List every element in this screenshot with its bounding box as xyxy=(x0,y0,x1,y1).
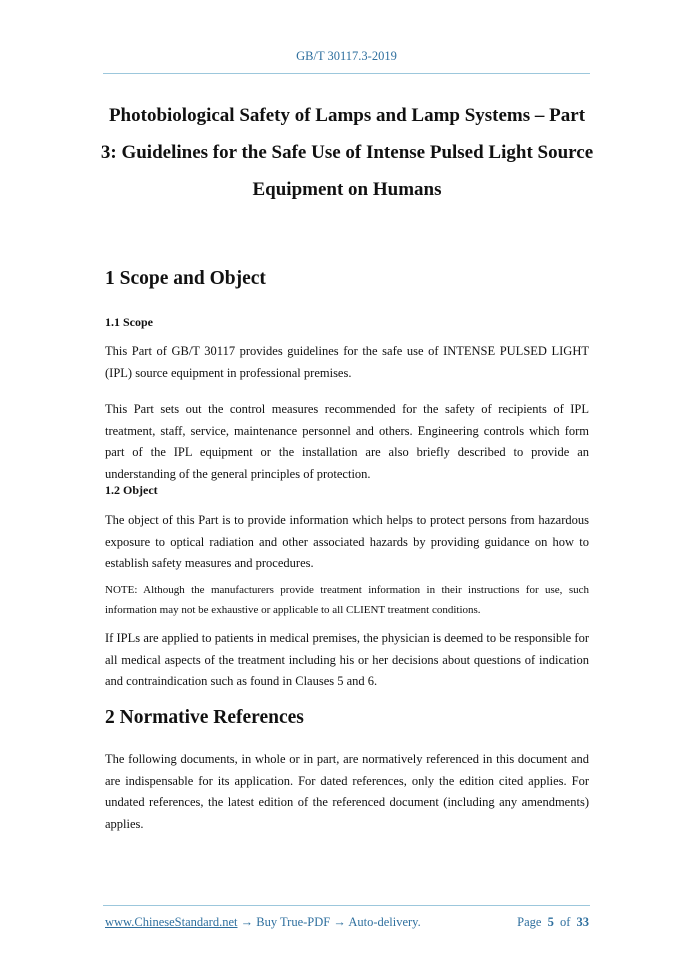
of-label: of xyxy=(559,915,571,929)
section-heading-1: 1 Scope and Object xyxy=(105,268,266,289)
current-page: 5 xyxy=(547,915,554,929)
buy-text: Buy True-PDF xyxy=(256,915,331,929)
page-number xyxy=(517,915,589,930)
paragraph: This Part sets out the control measures recommended for the safety of recipients of IPL treatment, staff, service, maintenance personnel and others. Engineering controls which form part of the IPL equipment or the installation are also briefly described to provide an understanding of the general principles of protection. xyxy=(105,402,589,481)
subsection-heading-1-2: 1.2 Object xyxy=(105,483,158,497)
paragraph: If IPLs are applied to patients in medical premises, the physician is deemed to be responsible for all medical aspects of the treatment including his or her decisions about questions of indication and contraindication such as found in Clauses 5 and 6. xyxy=(105,631,589,688)
arrow-right-icon: → xyxy=(240,915,254,929)
delivery-text: Auto-delivery. xyxy=(348,915,421,929)
arrow-right-icon: → xyxy=(333,915,346,929)
header-rule xyxy=(103,73,590,74)
paragraph: The following documents, in whole or in part, are normatively referenced in this document and are indispensable for its application. For dated references, only the edition cited applies. For undated references, the latest edition of the referenced document (including any amendments) applies. xyxy=(105,752,589,831)
website-link[interactable]: www.ChineseStandard.net xyxy=(105,915,238,929)
footer-rule xyxy=(103,905,590,906)
header-doc-id: GB/T 30117.3-2019 xyxy=(296,49,397,63)
document-title: Photobiological Safety of Lamps and Lamp Systems – Part 3: Guidelines for the Safe Use of Intense Pulsed Light Source Equipment on Humans xyxy=(100,105,594,200)
paragraph: The object of this Part is to provide information which helps to protect persons from hazardous exposure to optical radiation and other associated hazards by providing guidance on how to establish safety measures and procedures. xyxy=(105,513,589,570)
paragraph: This Part of GB/T 30117 provides guidelines for the safe use of INTENSE PULSED LIGHT (IPL) source equipment in professional premises. xyxy=(105,344,589,380)
page-label: Page xyxy=(517,915,542,929)
section-heading-2: 2 Normative References xyxy=(105,707,304,728)
subsection-heading-1-1: 1.1 Scope xyxy=(105,315,153,329)
note: NOTE: Although the manufacturers provide treatment information in their instructions for use, such information may not be exhaustive or applicable to all CLIENT treatment conditions. xyxy=(105,584,589,616)
footer-promo xyxy=(105,915,421,930)
footer xyxy=(105,915,589,930)
total-pages: 33 xyxy=(576,915,589,929)
